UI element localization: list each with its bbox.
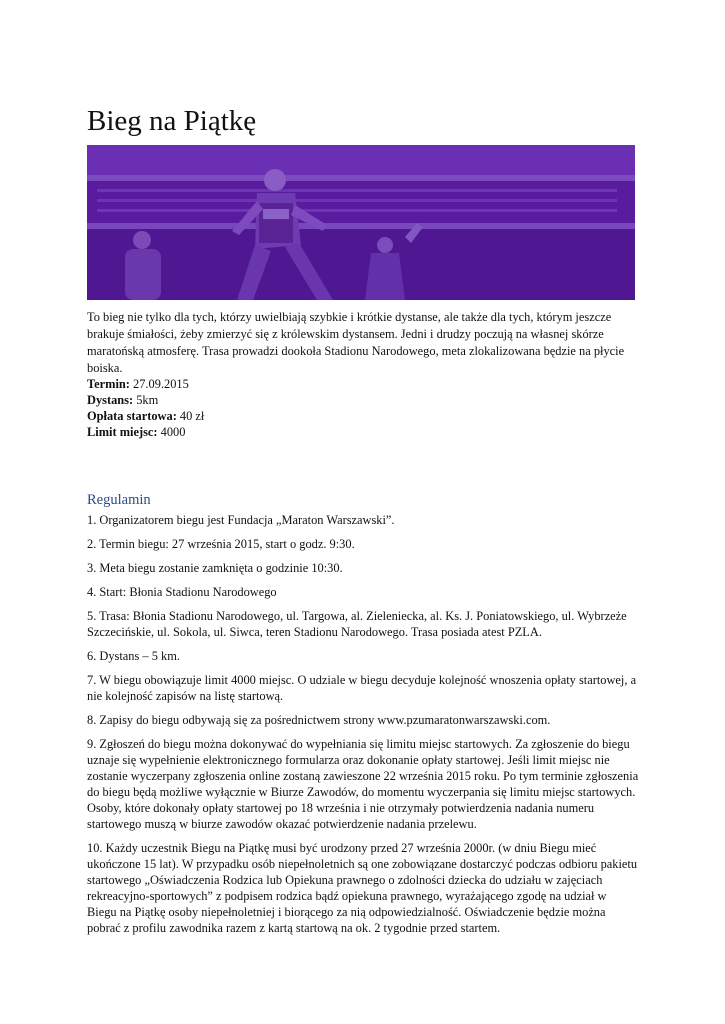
rules-list xyxy=(87,512,639,944)
fact-label: Dystans: xyxy=(87,393,134,407)
event-facts xyxy=(87,376,204,440)
rule-item: 6. Dystans – 5 km. xyxy=(87,649,180,663)
rule-item: 10. Każdy uczestnik Biegu na Piątkę musi być urodzony przed 27 września 2000r. (w dniu Biegu mieć ukończone 15 lat). W przypadku osób niepełnoletnich są one zobowiązane dostarczyć podczas odbioru pakietu startowego „Oświadczenia Rodzica lub Opiekuna prawnego o zdolności dziecka do udziału w zajęciach rekreacyjno-sportowych” z podpisem rodzica bądź opiekuna prawnego, wyrażającego zgodę na udział w Biegu na Piątkę osoby niepełnoletniej i biorącego za nią odpowiedzialność. Oświadczenie będzie można pobrać z profilu zawodnika razem z kartą startową na ok. 2 tygodnie przed startem. xyxy=(87,841,638,935)
runner-photo-illustration xyxy=(87,145,635,300)
regulamin-heading: Regulamin xyxy=(87,492,151,508)
rule-item: 9. Zgłoszeń do biegu można dokonywać do wypełniania się limitu miejsc startowych. Za zgłoszenie do biegu uznaje się wypełnienie elektronicznego formularza oraz dokonanie opłaty startowej. Jeśli limit miejsc nie zostanie wyczerpany zgłoszenia online zostaną zawieszone 22 września 2015 roku. Po tym terminie zgłoszenia do biegu będą możliwe wyłącznie w Biurze Zawodów, do momentu wyczerpania się limitu miejsc startowych. Osoby, które dokonały opłaty startowej po 18 września i nie otrzymały potwierdzenia nadania numeru startowego muszą w biurze zawodów okazać potwierdzenie nadania przelewu. xyxy=(87,737,639,831)
page-title: Bieg na Piątkę xyxy=(87,105,257,137)
rule-item: 7. W biegu obowiązuje limit 4000 miejsc. O udziale w biegu decyduje kolejność wnoszenia opłaty startowej, a nie kolejność zapisów na listę startową. xyxy=(87,673,637,703)
fact-label: Opłata startowa: xyxy=(87,409,177,423)
fact-label: Limit miejsc: xyxy=(87,425,158,439)
rule-item: 2. Termin biegu: 27 września 2015, start o godz. 9:30. xyxy=(87,537,355,551)
hero-photo xyxy=(87,145,635,300)
fact-label: Termin: xyxy=(87,377,130,391)
fact-value: 27.09.2015 xyxy=(129,377,189,391)
fact-limit xyxy=(87,424,204,440)
fact-value: 5km xyxy=(133,393,159,407)
rule-item: 8. Zapisy do biegu odbywają się za pośrednictwem strony www.pzumaratonwarszawski.com. xyxy=(87,713,551,727)
fact-termin xyxy=(87,376,204,392)
fact-dystans xyxy=(87,392,204,408)
rule-item: 1. Organizatorem biegu jest Fundacja „Maraton Warszawski”. xyxy=(87,513,395,527)
fact-value: 40 zł xyxy=(176,409,205,423)
rule-item: 4. Start: Błonia Stadionu Narodowego xyxy=(87,585,277,599)
fact-oplata xyxy=(87,408,204,424)
fact-value: 4000 xyxy=(157,425,186,439)
rule-item: 5. Trasa: Błonia Stadionu Narodowego, ul. Targowa, al. Zieleniecka, al. Ks. J. Poniatowskiego, ul. Wybrzeże Szczecińskie, ul. Sokola, ul. Siwca, teren Stadionu Narodowego. Trasa posiada atest PZLA. xyxy=(87,609,627,639)
rule-item: 3. Meta biegu zostanie zamknięta o godzinie 10:30. xyxy=(87,561,343,575)
intro-paragraph: To bieg nie tylko dla tych, którzy uwielbiają szybkie i krótkie dystanse, ale także dla tych, którym jeszcze brakuje śmiałości, żeby zmierzyć się z królewskim dystansem. Jedni i drudzy poczują na własnej skórze maratońską atmosferę. Trasa prowadzi dookoła Stadionu Narodowego, meta zlokalizowana będzie na płycie boiska. xyxy=(87,310,625,375)
